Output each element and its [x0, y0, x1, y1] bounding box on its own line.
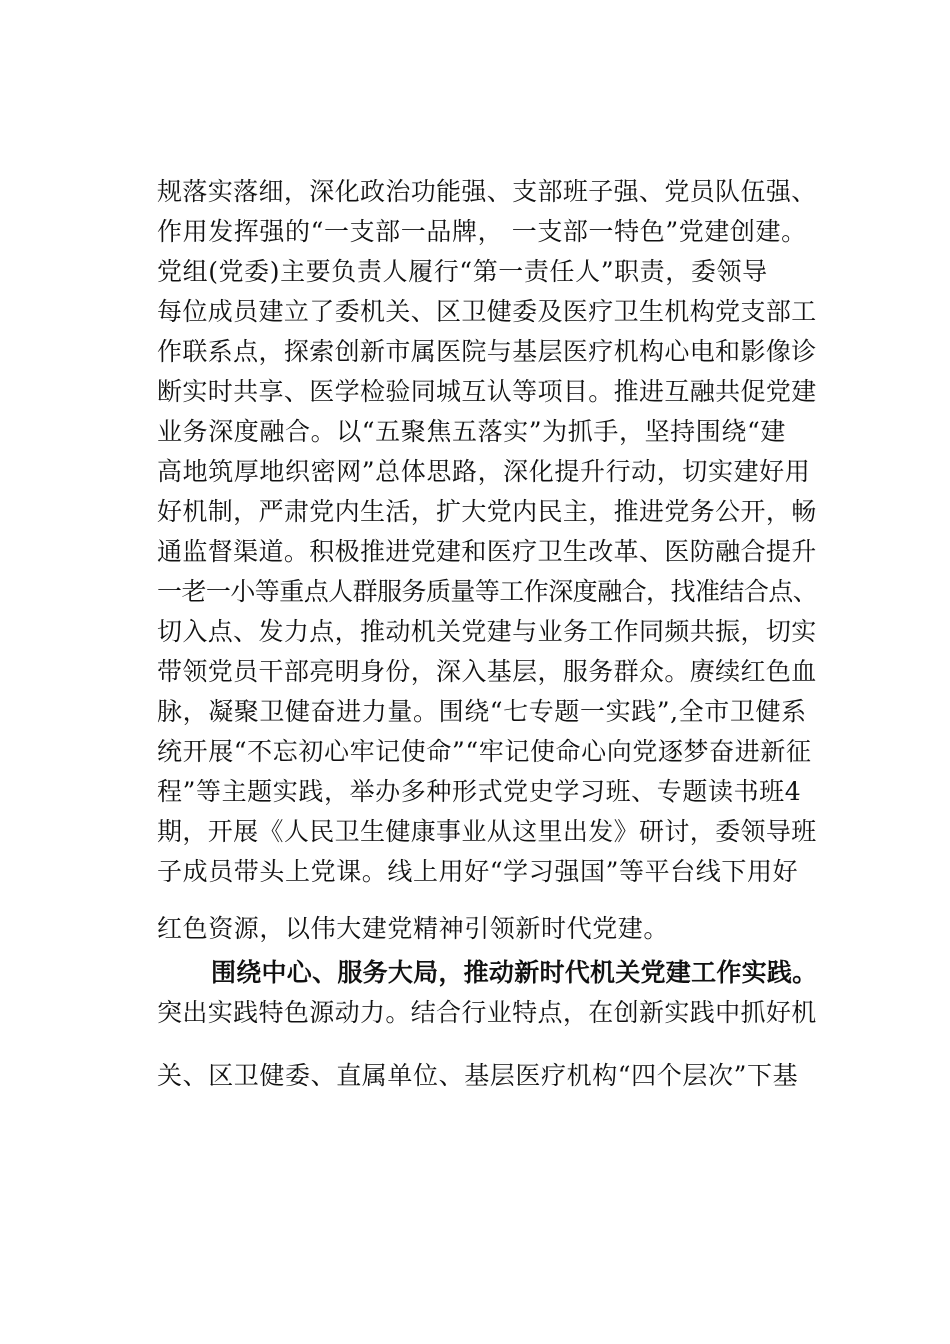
body-line: 程”等主题实践，举办多种形式党史学习班、专题读书班4: [157, 777, 802, 806]
body-line: 业务深度融合。以“五聚焦五落实”为抓手，坚持围绕“建: [157, 417, 786, 446]
body-line: 脉，凝聚卫健奋进力量。围绕“七专题一实践”,全市卫健系: [157, 697, 807, 726]
body-line: 突出实践特色源动力。结合行业特点，在创新实践中抓好机: [157, 998, 817, 1027]
body-line: 切入点、发力点，推动机关党建与业务工作同频共振，切实: [157, 617, 817, 646]
body-line: 好机制，严肃党内生活，扩大党内民主，推进党务公开，畅: [157, 497, 817, 526]
body-line: 高地筑厚地织密网”总体思路，深化提升行动，切实建好用: [157, 457, 811, 486]
body-line: 通监督渠道。积极推进党建和医疗卫生改革、医防融合提升: [157, 537, 817, 566]
body-line: 带领党员干部亮明身份，深入基层，服务群众。赓续红色血: [157, 657, 817, 686]
body-line: 作联系点，探索创新市属医院与基层医疗机构心电和影像诊: [157, 337, 817, 366]
body-line: 统开展“不忘初心牢记使命”“牢记使命心向党逐梦奋进新征: [157, 737, 812, 766]
body-line: 每位成员建立了委机关、区卫健委及医疗卫生机构党支部工: [157, 297, 817, 326]
body-line: 作用发挥强的“一支部一品牌， 一支部一特色”党建创建。: [157, 217, 807, 246]
body-line: 关、区卫健委、直属单位、基层医疗机构“四个层次”下基: [157, 1061, 799, 1090]
body-line: 红色资源，以伟大建党精神引领新时代党建。: [157, 914, 670, 943]
body-line: 规落实落细，深化政治功能强、支部班子强、党员队伍强、: [157, 177, 817, 206]
body-line: 一老一小等重点人群服务质量等工作深度融合，找准结合点、: [157, 577, 818, 606]
section-heading: 围绕中心、服务大局，推动新时代机关党建工作实践。: [211, 958, 818, 987]
body-line: 期，开展《人民卫生健康事业从这里出发》研讨，委领导班: [157, 817, 817, 846]
body-line: 子成员带头上党课。线上用好“学习强国”等平台线下用好: [157, 857, 799, 886]
body-line: 党组(党委)主要负责人履行“第一责任人”职责，委领导: [157, 257, 768, 286]
body-line: 断实时共享、医学检验同城互认等项目。推进互融共促党建: [157, 377, 817, 406]
